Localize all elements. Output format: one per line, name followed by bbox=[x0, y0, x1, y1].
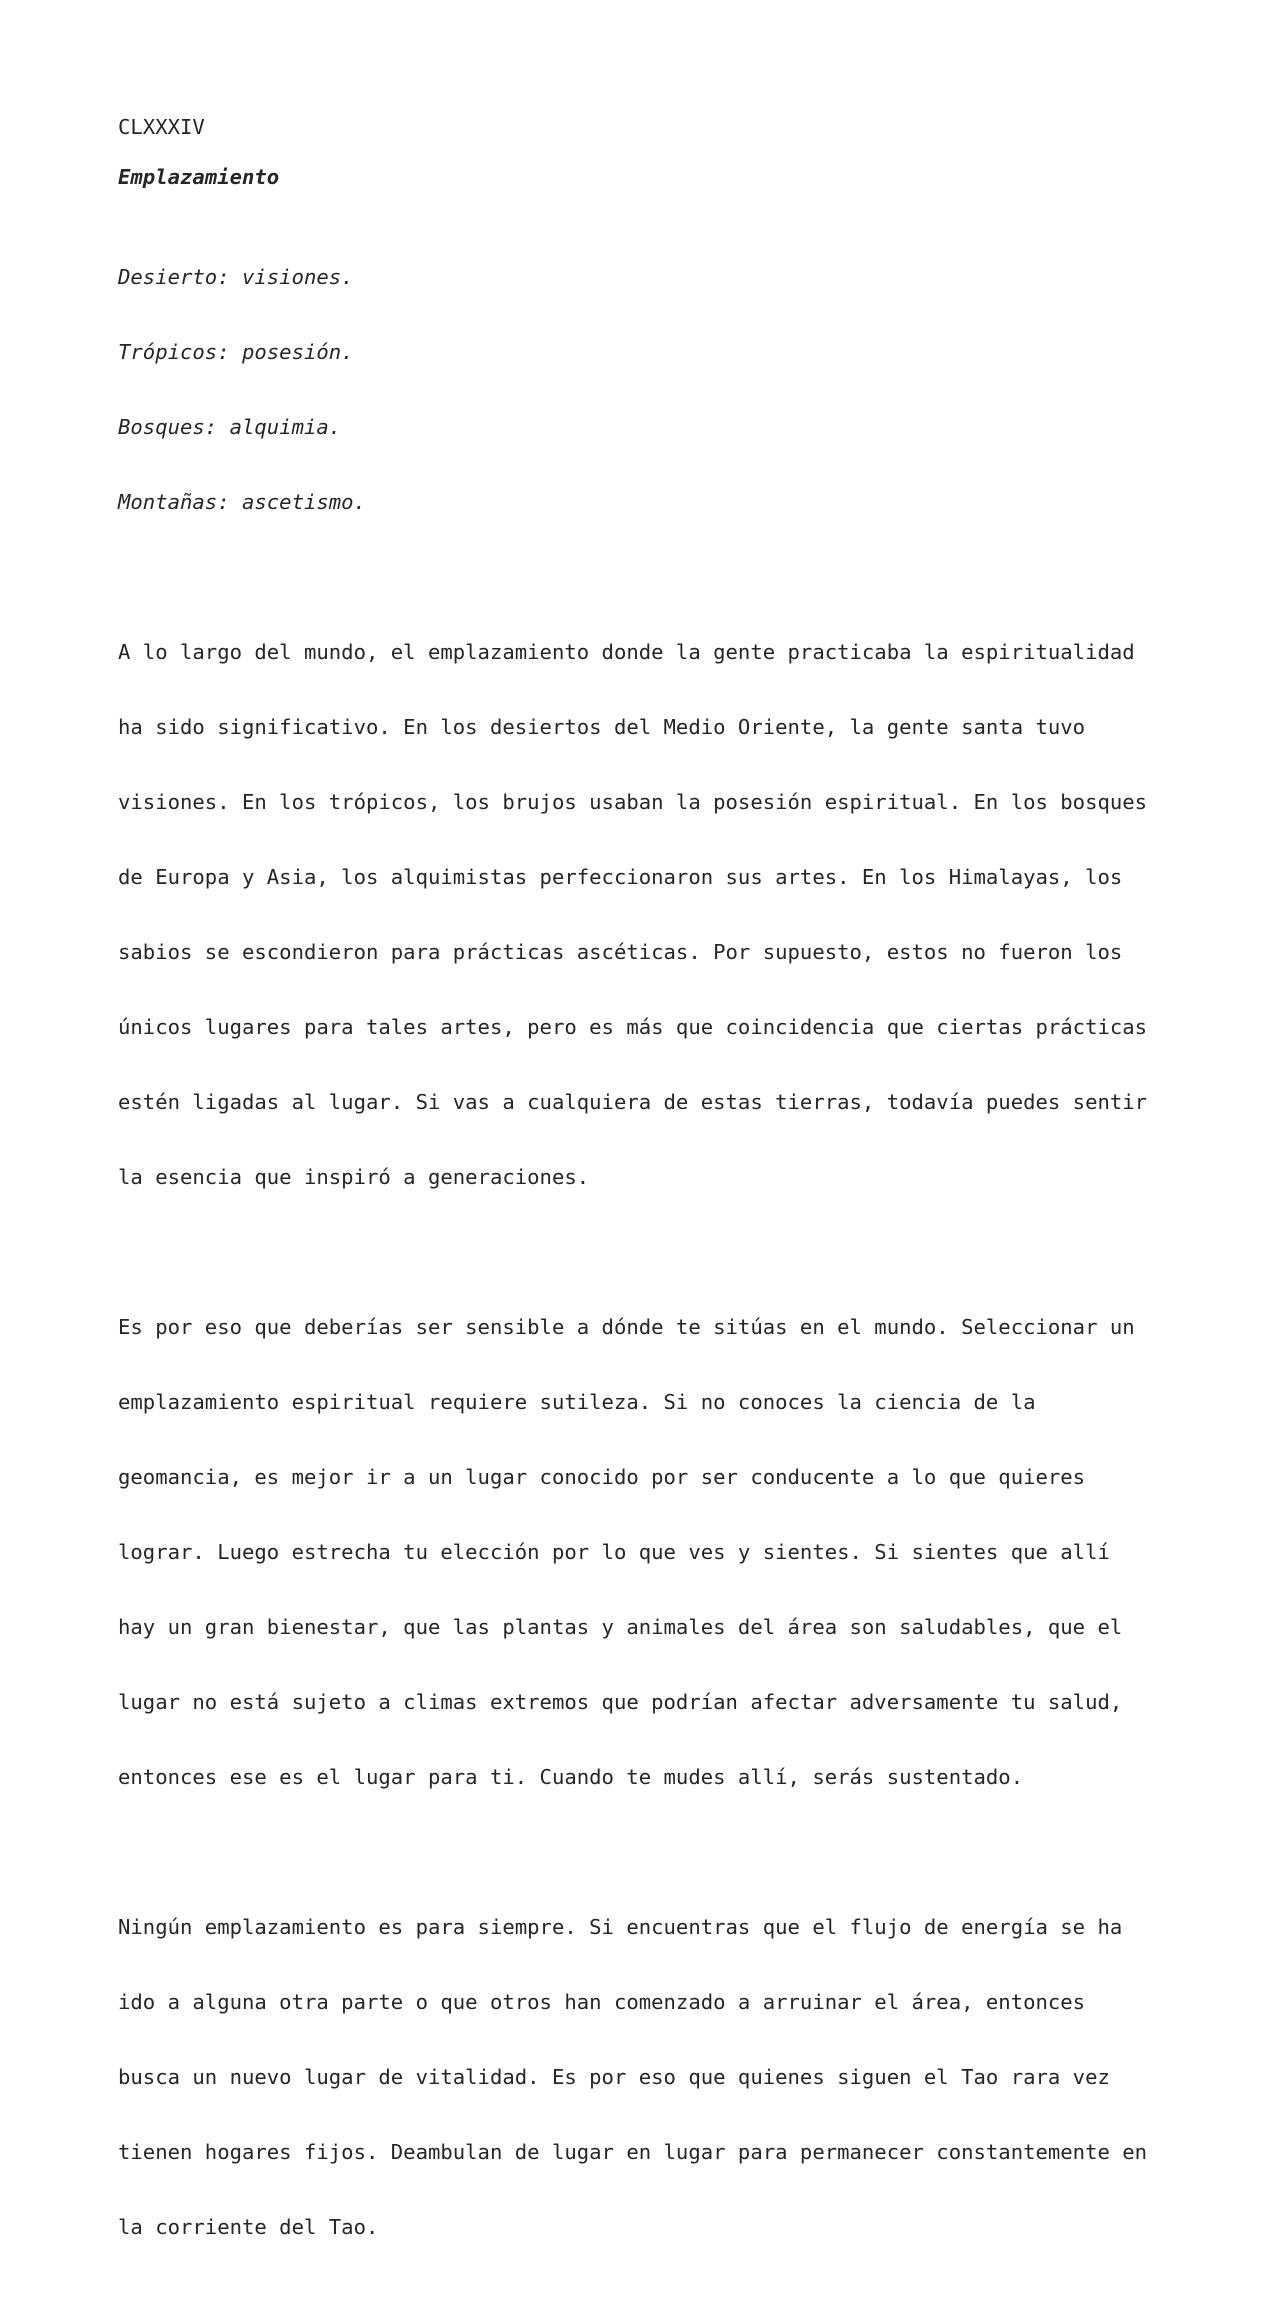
paragraph-line: Ningún emplazamiento es para siempre. Si encuentras que el flujo de energía se ha bbox=[118, 1915, 1123, 1939]
paragraph-line: de Europa y Asia, los alquimistas perfeccionaron sus artes. En los Himalayas, los bbox=[118, 865, 1123, 889]
paragraph-line: emplazamiento espiritual requiere sutileza. Si no conoces la ciencia de la bbox=[118, 1390, 1036, 1414]
chapter-number: CLXXXIV bbox=[118, 115, 205, 139]
paragraph-line: la corriente del Tao. bbox=[118, 2215, 379, 2239]
paragraph-line: hay un gran bienestar, que las plantas y animales del área son saludables, que el bbox=[118, 1615, 1123, 1639]
paragraph-line: tienen hogares fijos. Deambulan de lugar en lugar para permanecer constantemente en bbox=[118, 2140, 1148, 2164]
paragraph-line: ido a alguna otra parte o que otros han comenzado a arruinar el área, entonces bbox=[118, 1990, 1086, 2014]
paragraph-line: lugar no está sujeto a climas extremos que podrían afectar adversamente tu salud, bbox=[118, 1690, 1123, 1714]
paragraph-line: sabios se escondieron para prácticas ascéticas. Por supuesto, estos no fueron los bbox=[118, 940, 1123, 964]
paragraph-line: entonces ese es el lugar para ti. Cuando te mudes allí, serás sustentado. bbox=[118, 1765, 1024, 1789]
verse-block bbox=[118, 215, 1218, 565]
paragraph-1 bbox=[118, 590, 1218, 1240]
paragraph-line: únicos lugares para tales artes, pero es más que coincidencia que ciertas prácticas bbox=[118, 1015, 1148, 1039]
paragraph-line: busca un nuevo lugar de vitalidad. Es por eso que quienes siguen el Tao rara vez bbox=[118, 2065, 1110, 2089]
paragraph-line: geomancia, es mejor ir a un lugar conocido por ser conducente a lo que quieres bbox=[118, 1465, 1086, 1489]
verse-line: Bosques: alquimia. bbox=[118, 415, 342, 439]
paragraph-2 bbox=[118, 1265, 1218, 1840]
chapter-title: Emplazamiento bbox=[118, 165, 280, 189]
paragraph-line: A lo largo del mundo, el emplazamiento donde la gente practicaba la espiritualidad bbox=[118, 640, 1135, 664]
paragraph-line: Es por eso que deberías ser sensible a dónde te sitúas en el mundo. Seleccionar un bbox=[118, 1315, 1135, 1339]
paragraph-line: visiones. En los trópicos, los brujos usaban la posesión espiritual. En los bosques bbox=[118, 790, 1148, 814]
paragraph-line: la esencia que inspiró a generaciones. bbox=[118, 1165, 590, 1189]
document-page bbox=[118, 115, 1218, 2315]
verse-line: Desierto: visiones. bbox=[118, 265, 354, 289]
paragraph-3 bbox=[118, 1865, 1218, 2290]
paragraph-line: lograr. Luego estrecha tu elección por lo que ves y sientes. Si sientes que allí bbox=[118, 1540, 1110, 1564]
verse-line: Montañas: ascetismo. bbox=[118, 490, 366, 514]
paragraph-line: estén ligadas al lugar. Si vas a cualquiera de estas tierras, todavía puedes sentir bbox=[118, 1090, 1148, 1114]
verse-line: Trópicos: posesión. bbox=[118, 340, 354, 364]
paragraph-line: ha sido significativo. En los desiertos del Medio Oriente, la gente santa tuvo bbox=[118, 715, 1086, 739]
